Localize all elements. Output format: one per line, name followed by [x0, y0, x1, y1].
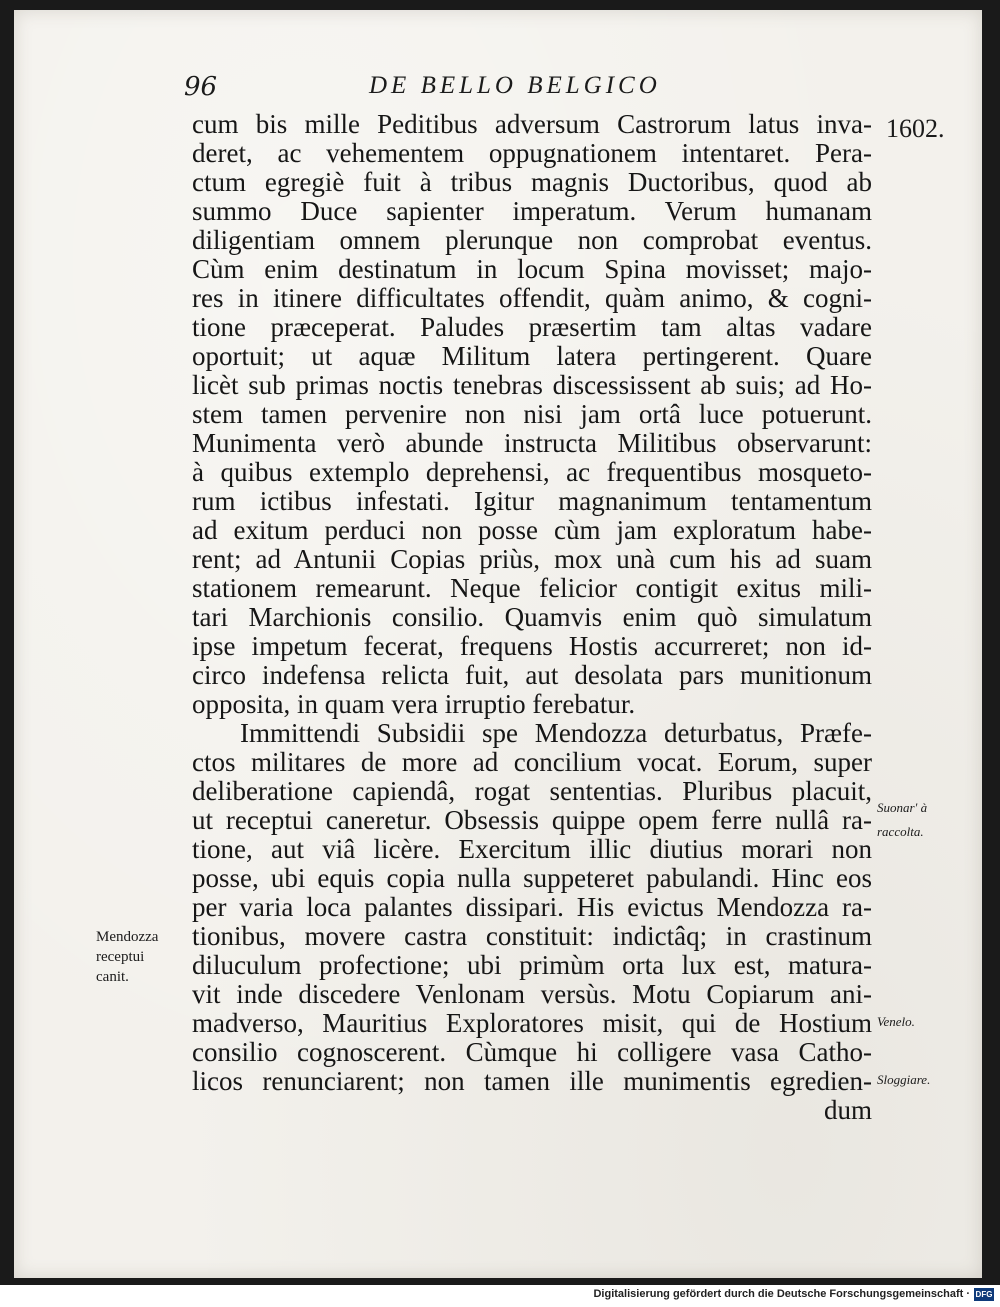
text-line: oportuit; ut aquæ Militum latera pertingerent. Quare: [192, 341, 872, 371]
margin-note-right: [877, 796, 927, 844]
text-line: tionibus, movere castra constituit: indictâq; in crastinum: [192, 921, 872, 951]
dfg-logo-icon: DFG: [975, 1290, 993, 1299]
text-line: tione, aut viâ licère. Exercitum illic diutius morari non: [192, 834, 872, 864]
text-line: consilio cognoscerent. Cùmque hi colligere vasa Catho-: [192, 1037, 872, 1067]
text-line: circo indefensa relicta fuit, aut desolata pars munitionum: [192, 660, 872, 690]
text-line: deret, ac vehementem oppugnationem intentaret. Pera-: [192, 138, 872, 168]
text-line: Munimenta verò abunde instructa Militibus observarunt:: [192, 428, 872, 458]
margin-note-line: Mendozza: [96, 929, 159, 945]
margin-note-right: [877, 1010, 915, 1034]
margin-year: 1602.: [886, 114, 945, 143]
body-text: [192, 110, 872, 1125]
text-line: stationem remearunt. Neque felicior contigit exitus mili-: [192, 573, 872, 603]
margin-note-line: receptui: [96, 949, 145, 965]
text-line: per varia loca palantes dissipari. His evictus Mendozza ra-: [192, 892, 872, 922]
text-line: licos renunciarent; non tamen ille munimentis egredien-: [192, 1066, 872, 1096]
text-line: vit inde discedere Venlonam versùs. Motu Copiarum ani-: [192, 979, 872, 1009]
text-line: deliberatione capiendâ, rogat sententias. Pluribus placuit,: [192, 776, 872, 806]
text-line: Immittendi Subsidii spe Mendozza deturbatus, Præfe-: [240, 718, 872, 748]
text-line: rum ictibus infestati. Igitur magnanimum tentamentum: [192, 486, 872, 516]
running-head: DE BELLO BELGICO: [369, 72, 661, 99]
margin-note-line: Venelo.: [877, 1014, 915, 1029]
book-page: [14, 10, 982, 1278]
text-line: à quibus extemplo deprehensi, ac frequentibus mosqueto-: [192, 457, 872, 487]
text-line: diluculum profectione; ubi primùm orta lux est, matura-: [192, 950, 872, 980]
text-line: tari Marchionis consilio. Quamvis enim quò simulatum: [192, 602, 872, 632]
text-line-catchword: dum: [823, 1095, 872, 1125]
text-line: stem tamen pervenire non nisi jam ortâ luce potuerunt.: [192, 399, 872, 429]
text-line: ipse impetum fecerat, frequens Hostis accurreret; non id-: [192, 631, 872, 661]
text-line: ut receptui caneretur. Obsessis quippe opem ferre nullâ ra-: [192, 805, 872, 835]
text-line: res in itinere difficultates offendit, quàm animo, & cogni-: [192, 283, 872, 313]
margin-note-left: [96, 927, 158, 987]
text-line: ctos militares de more ad concilium vocat. Eorum, super: [192, 747, 872, 777]
text-line: rent; ad Antunii Copias priùs, mox unà cum his ad suam: [192, 544, 872, 574]
page-number: 96: [184, 72, 218, 102]
margin-note-right: [877, 1068, 930, 1092]
text-line: summo Duce sapienter imperatum. Verum humanam: [192, 196, 872, 226]
margin-note-line: Suonar' à: [877, 800, 928, 815]
text-line: ad exitum perduci non posse cùm jam exploratum habe-: [192, 515, 872, 545]
text-line: opposita, in quam vera irruptio ferebatur.: [192, 689, 636, 719]
funding-credit: Digitalisierung gefördert durch die Deutsche Forschungsgemeinschaft ·: [593, 1288, 970, 1300]
text-line: madverso, Mauritius Exploratores misit, qui de Hostium: [192, 1008, 872, 1038]
margin-note-line: canit.: [96, 969, 129, 985]
text-line: ctum egregiè fuit à tribus magnis Ductoribus, quod ab: [192, 167, 872, 197]
text-line: posse, ubi equis copia nulla suppeteret pabulandi. Hinc eos: [192, 863, 872, 893]
text-line: Cùm enim destinatum in locum Spina movisset; majo-: [192, 254, 872, 284]
text-line: diligentiam omnem plerunque non comprobat eventus.: [192, 225, 872, 255]
text-line: tione præceperat. Paludes præsertim tam altas vadare: [192, 312, 872, 342]
margin-note-line: raccolta.: [877, 824, 924, 839]
footer-bar: [0, 1285, 1000, 1307]
margin-note-line: Sloggiare.: [877, 1072, 931, 1087]
text-line: licèt sub primas noctis tenebras discessissent ab suis; ad Ho-: [192, 370, 872, 400]
text-line: cum bis mille Peditibus adversum Castrorum latus inva-: [192, 109, 872, 139]
